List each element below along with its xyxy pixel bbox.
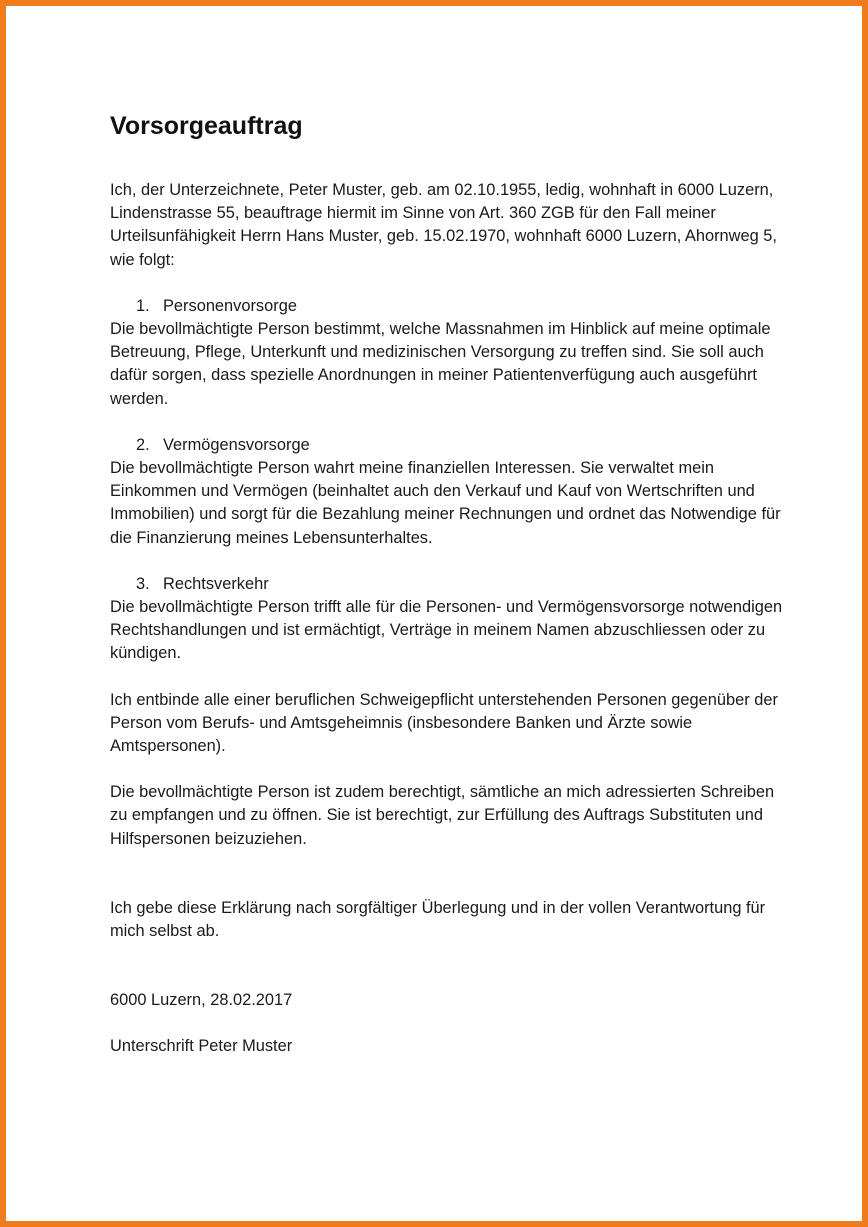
section-vermoegensvorsorge <box>110 434 790 550</box>
section-title: Vermögensvorsorge <box>163 435 310 454</box>
section-heading <box>110 434 790 457</box>
intro-paragraph: Ich, der Unterzeichnete, Peter Muster, geb. am 02.10.1955, ledig, wohnhaft in 6000 Luzern, Lindenstrasse 55, beauftrage hiermit im Sinne von Art. 360 ZGB für den Fall meiner Urteilsunfähigkeit Herrn Hans Muster, geb. 15.02.1970, wohnhaft 6000 Luzern, Ahornweg 5, wie folgt: <box>110 181 777 269</box>
section-number: 2. <box>136 435 150 454</box>
document-title: Vorsorgeauftrag <box>110 112 303 140</box>
section-rechtsverkehr <box>110 573 790 666</box>
section-body: Die bevollmächtigte Person trifft alle für die Personen- und Vermögensvorsorge notwendigen Rechtshandlungen und ist ermächtigt, Verträge in meinem Namen abzuschliessen oder zu kündigen. <box>110 598 783 663</box>
section-title: Rechtsverkehr <box>163 574 269 593</box>
declaration-paragraph: Ich gebe diese Erklärung nach sorgfältiger Überlegung und in der vollen Verantwortung für mich selbst ab. <box>110 898 766 941</box>
section-number: 1. <box>136 296 150 315</box>
section-heading <box>110 573 790 596</box>
section-body: Die bevollmächtigte Person bestimmt, welche Massnahmen im Hinblick auf meine optimale Betreuung, Pflege, Unterkunft und medizinischen Versorgung zu treffen sind. Sie soll auch dafür sorgen, dass spezielle Anordnungen in meiner Patientenverfügung auch ausgeführt werden. <box>110 320 771 408</box>
confidentiality-paragraph: Ich entbinde alle einer beruflichen Schweigepflicht unterstehenden Personen gegenüber der Person vom Berufs- und Amtsgeheimnis (insbesondere Banken und Ärzte sowie Amtspersonen). <box>110 690 778 756</box>
section-number: 3. <box>136 574 150 593</box>
document-page <box>110 108 790 1059</box>
section-title: Personenvorsorge <box>163 296 297 315</box>
section-heading <box>110 295 790 318</box>
signature-line: Unterschrift Peter Muster <box>110 1037 293 1056</box>
section-body: Die bevollmächtigte Person wahrt meine finanziellen Interessen. Sie verwaltet mein Einkommen und Vermögen (beinhaltet auch den Verkauf und Kauf von Wertschriften und Immobilien) und sorgt für die Bezahlung meiner Rechnungen und ordnet das Notwendige für die Finanzierung meines Lebensunterhaltes. <box>110 459 781 547</box>
section-personenvorsorge <box>110 295 790 411</box>
place-date: 6000 Luzern, 28.02.2017 <box>110 991 293 1010</box>
authorization-paragraph: Die bevollmächtigte Person ist zudem berechtigt, sämtliche an mich adressierten Schreiben zu empfangen und zu öffnen. Sie ist berechtigt, zur Erfüllung des Auftrags Substituten und Hilfspersonen beizuziehen. <box>110 783 775 848</box>
